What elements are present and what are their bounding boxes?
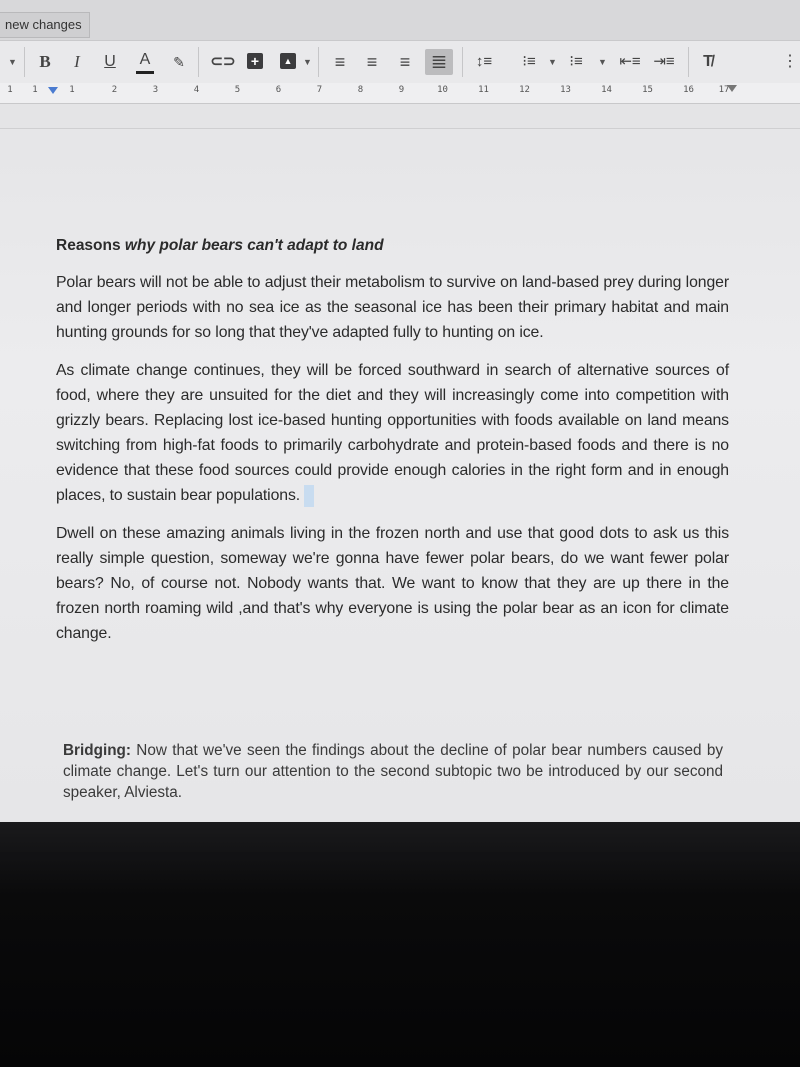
- ruler-tick: 4: [193, 85, 200, 95]
- increase-indent-icon[interactable]: ⇥≡: [653, 53, 675, 70]
- ruler-tick: 1: [69, 85, 75, 95]
- clear-formatting-icon[interactable]: T̸: [703, 53, 713, 70]
- formatting-toolbar: [0, 40, 800, 84]
- ruler-tick: 11: [478, 85, 489, 95]
- ruler-tick: 12: [519, 85, 530, 95]
- ruler-tick: 13: [560, 85, 571, 95]
- bridging-label: Bridging:: [63, 742, 131, 759]
- ruler-tick: 17: [718, 85, 730, 95]
- document-body[interactable]: [56, 236, 729, 659]
- toolbar-divider: [24, 47, 25, 77]
- section-heading: [56, 236, 729, 256]
- italic-button[interactable]: I: [74, 52, 80, 71]
- highlighter-icon[interactable]: ✎: [173, 54, 185, 70]
- align-center-icon[interactable]: ≡: [366, 52, 378, 72]
- toolbar-divider: [688, 47, 689, 77]
- bridging-text: Now that we've seen the findings about the decline of polar bear numbers caused by climate change. Let's turn our attention to the second subtopic two be introduced by our second speaker, Alviesta.: [63, 742, 723, 801]
- left-indent-marker[interactable]: [48, 87, 58, 94]
- ruler-tick: 1: [7, 85, 13, 95]
- image-icon[interactable]: ▲: [280, 53, 296, 69]
- decrease-indent-icon[interactable]: ⇤≡: [619, 53, 641, 70]
- paragraph: [56, 358, 729, 508]
- ruler-tick: 9: [398, 85, 405, 95]
- paragraph-text: As climate change continues, they will be forced southward in search of alternative sources of food, where they are unsuited for the diet and they will increasingly come into competition with grizzly bears. Replacing lost ice-based hunting opportunities with foods available on land means switching from high-fat foods to primarily carbohydrate and protein-based foods and there is no evidence that these food sources could provide enough calories in the right form and in enough places, to sustain bear populations.: [56, 362, 729, 504]
- ruler-tick: 7: [316, 85, 323, 95]
- chevron-down-icon[interactable]: ▼: [303, 57, 312, 67]
- toolbar-divider: [462, 47, 463, 77]
- ruler[interactable]: [0, 83, 800, 104]
- paragraph: Dwell on these amazing animals living in the frozen north and use that good dots to ask us this really simple question, someway we're gonna have fewer polar bears, do we want fewer polar bears? No, of course not. Nobody wants that. We want to know that they are up there in the frozen north roaming wild ,and that's why everyone is using the polar bear as an icon for climate change.: [56, 525, 729, 642]
- align-right-icon[interactable]: ≡: [399, 52, 411, 72]
- ruler-tick: 8: [357, 85, 364, 95]
- bridging-paragraph: [63, 740, 723, 803]
- chevron-down-icon[interactable]: ▼: [598, 57, 607, 67]
- monitor-edge: [0, 852, 800, 860]
- ruler-tick: 15: [642, 85, 653, 95]
- top-bar: [0, 0, 800, 40]
- toolbar-divider: [318, 47, 319, 77]
- chevron-down-icon[interactable]: ▼: [8, 57, 17, 67]
- ruler-tick: 1: [32, 85, 38, 95]
- bold-button[interactable]: B: [39, 52, 51, 71]
- more-options-icon[interactable]: ⋮: [782, 53, 798, 70]
- ruler-tick: 6: [275, 85, 282, 95]
- text-cursor: [304, 485, 314, 507]
- align-justify-icon[interactable]: ≣: [425, 49, 453, 75]
- ruler-tick: 2: [111, 85, 118, 95]
- right-indent-marker[interactable]: [727, 85, 737, 92]
- toolbar-divider: [198, 47, 199, 77]
- insert-plus-icon[interactable]: +: [247, 53, 263, 69]
- ruler-tick: 3: [152, 85, 159, 95]
- chevron-down-icon[interactable]: ▼: [548, 57, 557, 67]
- bulleted-list-icon[interactable]: ⁝≡: [569, 53, 583, 70]
- paragraph: Polar bears will not be able to adjust their metabolism to survive on land-based prey during longer and longer periods with no sea ice as the seasonal ice has been their primary habitat and main hunting grounds for so long that they've adapted fully to hunting on ice.: [56, 274, 729, 341]
- ruler-marks: [0, 85, 739, 99]
- link-icon[interactable]: ⊂⊃: [210, 53, 236, 70]
- heading-prefix: Reasons: [56, 237, 125, 254]
- underline-button[interactable]: U: [104, 53, 116, 70]
- text-color-button[interactable]: A: [136, 49, 154, 74]
- ruler-tick: 5: [234, 85, 241, 95]
- ruler-tick: 16: [683, 85, 694, 95]
- align-left-icon[interactable]: ≡: [334, 52, 346, 72]
- new-changes-button[interactable]: new changes: [0, 12, 90, 38]
- numbered-list-icon[interactable]: ⁝≡: [522, 53, 536, 70]
- ruler-tick: 10: [437, 85, 448, 95]
- ruler-shadow: [0, 104, 800, 129]
- heading-italic: why polar bears can't adapt to land: [124, 237, 384, 254]
- ruler-tick: 14: [601, 85, 612, 95]
- line-spacing-icon[interactable]: ↕≡: [475, 53, 493, 70]
